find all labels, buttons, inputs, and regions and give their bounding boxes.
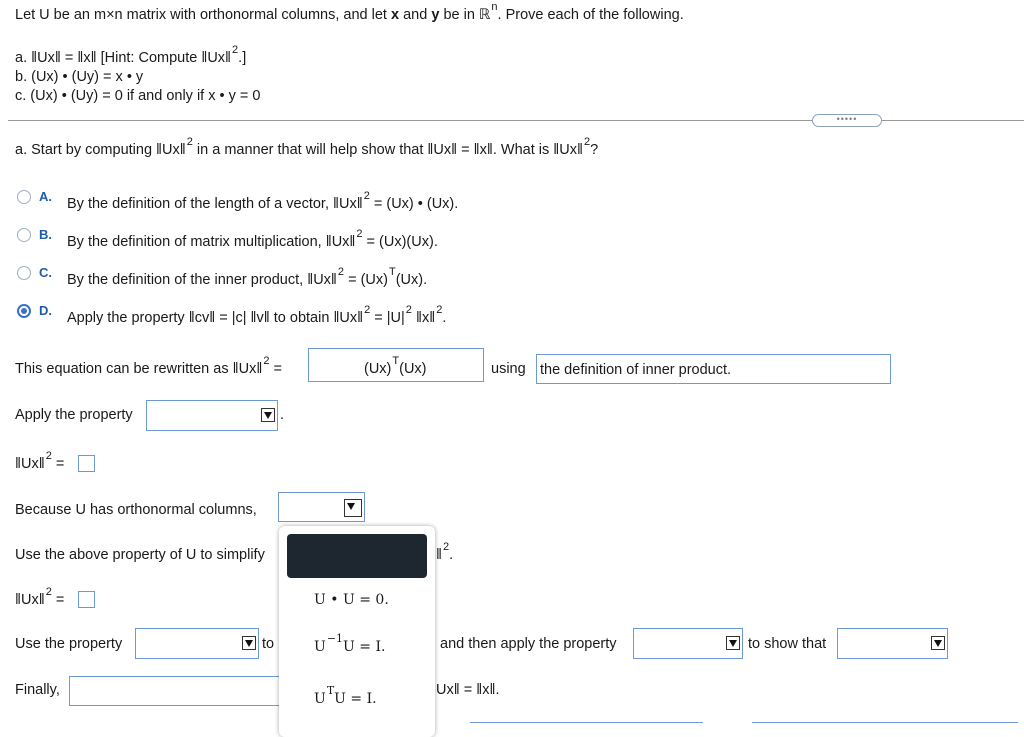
question-a: a. Start by computing ‖Ux‖$^2$ in a manner that will help show that ‖Ux‖ = ‖x‖. What is ‖Ux‖$^2$? — [15, 136, 599, 158]
show-that-label: to show that — [748, 636, 827, 652]
ux-squared-label-2: ‖Ux‖$^2$ = — [15, 586, 65, 608]
rewrite-answer-box[interactable]: $(Ux)^T(Ux)$ — [308, 348, 484, 382]
option-c-letter: C. — [39, 265, 52, 280]
option-a-letter: A. — [39, 189, 52, 204]
ux-squared-answer-1[interactable] — [78, 455, 95, 472]
then-apply-label: and then apply the property — [440, 636, 617, 652]
more-button[interactable]: ••••• — [812, 114, 882, 127]
finally-label: Finally, — [15, 682, 60, 698]
chevron-down-icon — [344, 499, 362, 517]
using-answer-box[interactable]: the definition of inner product. — [536, 354, 891, 384]
radio-option-a[interactable] — [17, 190, 31, 204]
popup-option-1[interactable]: U • U = 0. — [314, 592, 389, 608]
chevron-down-icon — [242, 636, 256, 650]
option-d-letter: D. — [39, 303, 52, 318]
bottom-field-line-2 — [752, 722, 1018, 723]
using-label: using — [491, 361, 526, 377]
option-b-letter: B. — [39, 227, 52, 242]
popup-option-2[interactable]: $U^{-1}U = I$. — [314, 632, 386, 655]
orthonormal-dropdown[interactable] — [278, 492, 365, 522]
apply-property-label: Apply the property — [15, 407, 133, 423]
chevron-down-icon — [726, 636, 740, 650]
part-b: b. (Ux) • (Uy) = x • y — [15, 69, 144, 85]
apply-property-dropdown[interactable] — [146, 400, 278, 431]
option-a-text: By the definition of the length of a vector, ‖Ux‖$^2$ = (Ux) • (Ux). — [67, 190, 459, 212]
option-d-text: Apply the property ‖cv‖ = |c| ‖v‖ to obtain ‖Ux‖$^2$ = $|U|^2$ ‖x‖$^2$. — [67, 304, 447, 326]
then-property-dropdown[interactable] — [633, 628, 743, 659]
popup-selected-item[interactable] — [287, 534, 427, 578]
simplify-end: ‖$^2$. — [436, 541, 454, 563]
chevron-down-icon — [931, 636, 945, 650]
option-b-text: By the definition of matrix multiplication, ‖Ux‖$^2$ = (Ux)(Ux). — [67, 228, 438, 250]
bottom-field-line-1 — [470, 722, 703, 723]
finally-end: Ux‖ = ‖x‖. — [436, 682, 500, 698]
use-property-dropdown[interactable] — [135, 628, 259, 659]
ux-squared-answer-2[interactable] — [78, 591, 95, 608]
part-c: c. (Ux) • (Uy) = 0 if and only if x • y = 0 — [15, 88, 261, 104]
to-label: to — [262, 636, 275, 652]
radio-option-c[interactable] — [17, 266, 31, 280]
popup-option-3[interactable]: $U^TU = I$. — [314, 684, 377, 707]
dropdown-popup — [279, 526, 435, 737]
chevron-down-icon — [261, 408, 275, 422]
part-a: a. ‖Ux‖ = ‖x‖ [Hint: Compute ‖Ux‖$^2$.] — [15, 44, 247, 66]
radio-option-d[interactable] — [17, 304, 31, 318]
problem-statement: Let U be an m×n matrix with orthonormal columns, and let x and y be in ℝ$^n$. Prove each of the following. — [15, 1, 684, 23]
ux-squared-label-1: ‖Ux‖$^2$ = — [15, 450, 65, 472]
radio-option-b[interactable] — [17, 228, 31, 242]
show-that-dropdown[interactable] — [837, 628, 948, 659]
simplify-label: Use the above property of U to simplify — [15, 547, 265, 563]
option-c-text: By the definition of the inner product, ‖Ux‖$^2$ = $(Ux)^T(Ux)$. — [67, 266, 428, 288]
rewrite-label: This equation can be rewritten as ‖Ux‖$^2$ = — [15, 355, 282, 377]
use-property-label: Use the property — [15, 636, 123, 652]
finally-answer-box[interactable] — [69, 676, 284, 706]
orthonormal-label: Because U has orthonormal columns, — [15, 502, 257, 518]
